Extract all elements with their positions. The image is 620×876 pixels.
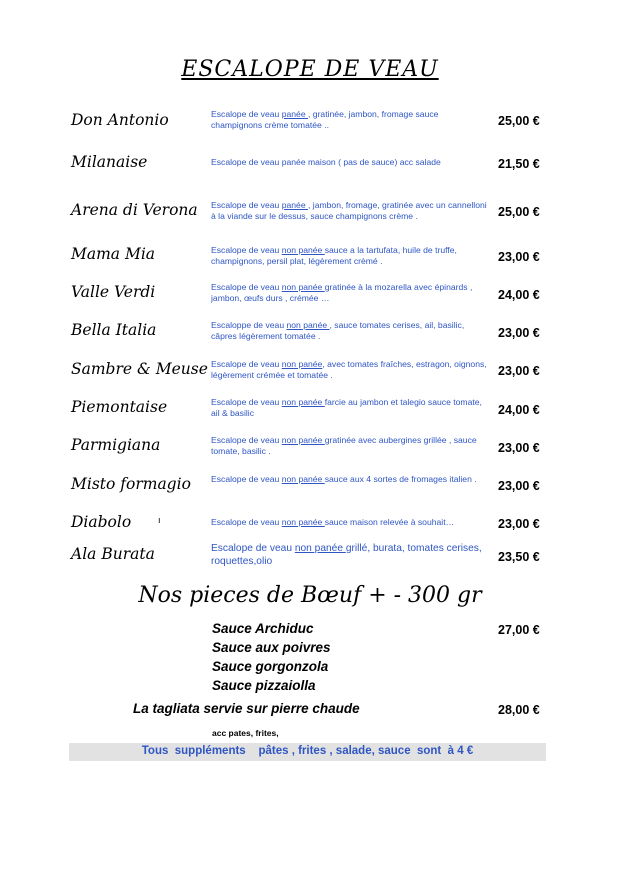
item-price: 23,00 € [498,250,540,264]
item-name: Arena di Verona [71,201,198,219]
item-description: Escalope de veau non panée grillé, burata, tomates cerises, roquettes,olio [211,543,482,567]
tagliata-price: 28,00 € [498,703,540,717]
item-name: Diabolo [71,513,132,531]
item-price: 25,00 € [498,114,540,128]
supplements-text: Tous suppléments pâtes , frites , salade, sauce sont à 4 € [141,745,474,757]
tagliata-item: La tagliata servie sur pierre chaude [133,701,360,716]
item-name: Piemontaise [71,398,168,416]
item-description: Escalope de veau non panée gratinée avec aubergines grillée , sauce tomate, basilic . [211,435,477,456]
item-name: Ala Burata [71,545,155,563]
item-price: 23,00 € [498,517,540,531]
sauce-item: Sauce aux poivres [212,640,331,655]
item-price: 23,00 € [498,479,540,493]
item-description: Escalope de veau panée , gratinée, jambon, fromage sauce champignons crème tomatée .. [211,109,439,130]
sauce-item: Sauce gorgonzola [212,659,329,674]
item-description: Escalope de veau non panée sauce a la tartufata, huile de truffe, champignons, persil plat, légèrement crèmé . [211,245,457,266]
item-description: Escalope de veau non panée farcie au jambon et talegio sauce tomate, ail & basilic [211,397,482,418]
supplements-bar [69,743,546,761]
item-description: Escalope de veau panée , jambon, fromage, gratinée avec un cannelloni à la viande sur le dessus, sauce champignons crème . [211,200,487,221]
item-description: Escalope de veau panée maison ( pas de sauce) acc salade [211,157,441,167]
item-description: Escalope de veau non panée sauce maison relevée à souhait… [211,517,455,527]
sauce-item: Sauce pizzaiolla [212,678,316,693]
item-name: Mama Mia [71,245,156,263]
beef-section-title: Nos pieces de Bœuf + - 300 gr [138,583,482,608]
stray-mark: ı [158,515,161,525]
item-price: 23,00 € [498,326,540,340]
item-description: Escalope de veau non panée sauce aux 4 sortes de fromages italien . [211,474,477,484]
item-name: Sambre & Meuse [71,360,208,378]
item-price: 23,00 € [498,364,540,378]
item-price: 25,00 € [498,205,540,219]
item-description: Escaloppe de veau non panée , sauce tomates cerises, ail, basilic, câpres légèrement tomatée . [211,320,465,341]
sauce-item: Sauce Archiduc [212,621,314,636]
item-name: Parmigiana [71,436,161,454]
item-price: 23,00 € [498,441,540,455]
item-description: Escalope de veau non panée, avec tomates fraîches, estragon, oignons, légèrement crémée et tomatée . [211,359,487,380]
item-name: Misto formagio [71,475,191,493]
item-name: Don Antonio [71,111,169,129]
item-name: Valle Verdi [71,283,156,301]
accompaniment-note: acc pates, frites, [212,728,279,738]
menu-title: ESCALOPE DE VEAU [181,57,439,82]
item-price: 24,00 € [498,288,540,302]
item-price: 21,50 € [498,157,540,171]
item-description: Escalope de veau non panée gratinée à la mozarella avec épinards , jambon, œufs durs , crémée … [211,282,473,303]
item-name: Bella Italia [71,321,157,339]
item-name: Milanaise [71,153,148,171]
sauce-price: 27,00 € [498,623,540,637]
item-price: 24,00 € [498,403,540,417]
item-price: 23,50 € [498,550,540,564]
